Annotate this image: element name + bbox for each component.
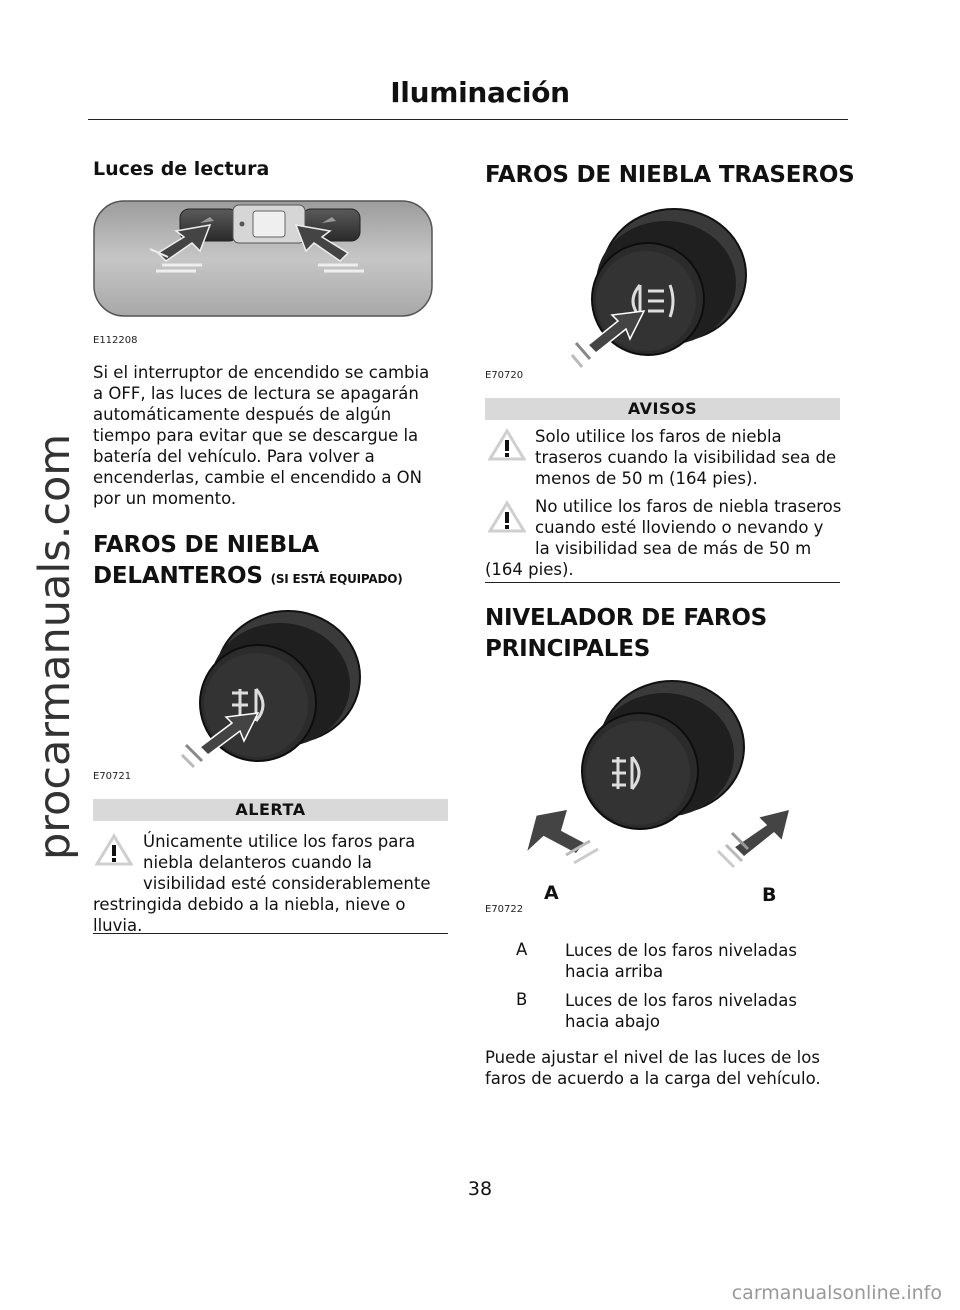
text-line: batería del vehículo. Para volver a (93, 447, 375, 466)
text-line: Puede ajustar el nivel de las luces de los (485, 1048, 820, 1067)
text-line: automáticamente después de algún (93, 405, 392, 424)
alert-text (93, 831, 453, 936)
text-line: hacia abajo (565, 1012, 660, 1031)
headlamp-leveler-figure (520, 675, 800, 910)
reading-lights-heading: Luces de lectura (93, 158, 270, 180)
text-line: faros de acuerdo a la carga del vehículo. (485, 1069, 821, 1088)
text-line: Si el interruptor de encendido se cambia (93, 363, 430, 382)
text-line: a OFF, las luces de lectura se apagarán (93, 384, 419, 403)
text-line: (164 pies). (485, 560, 574, 579)
legend-key-b: B (516, 990, 528, 1009)
heading-line: DELANTEROS (93, 563, 263, 589)
arrow-up-left-icon (526, 809, 598, 863)
reading-lights-text (93, 362, 453, 509)
rear-fog-heading: FAROS DE NIEBLA TRASEROS (485, 162, 855, 188)
text-line: No utilice los faros de niebla traseros (535, 497, 842, 516)
figure-code: E70720 (485, 370, 524, 381)
front-fog-switch-figure (180, 605, 370, 775)
heading-line: FAROS DE NIEBLA (93, 532, 320, 558)
page-title: Iluminación (390, 76, 570, 109)
warnings-title-bar: AVISOS (485, 398, 840, 420)
text-line: Solo utilice los faros de niebla (535, 427, 782, 446)
front-fog-heading (93, 530, 403, 595)
figure-label-a: A (544, 882, 559, 904)
figure-label-b: B (762, 884, 777, 906)
text-line: hacia arriba (565, 962, 664, 981)
legend-value-a (565, 940, 797, 982)
text-line: tiempo para evitar que se descargue la (93, 426, 419, 445)
reading-lights-figure (92, 195, 434, 323)
text-line: visibilidad esté considerablemente (143, 874, 431, 893)
header-divider (88, 119, 848, 120)
rear-fog-switch-figure (570, 205, 755, 375)
text-line: niebla delanteros cuando la (143, 853, 372, 872)
section-divider (93, 933, 448, 934)
warning-text-1 (485, 426, 845, 489)
figure-code: E70722 (485, 904, 524, 915)
equipment-tag: (SI ESTÁ EQUIPADO) (270, 572, 403, 586)
heading-line: NIVELADOR DE FAROS (485, 605, 768, 631)
text-line: por un momento. (93, 489, 237, 508)
text-line: restringida debido a la niebla, nieve o lluvia. (93, 895, 406, 935)
text-line: Luces de los faros niveladas (565, 991, 797, 1010)
text-line: menos de 50 m (164 pies). (535, 469, 758, 488)
section-divider (485, 582, 840, 583)
bottom-watermark: carmanualsonline.info (731, 1282, 942, 1304)
alert-title-bar: ALERTA (93, 799, 448, 821)
arrow-up-right-icon (718, 809, 790, 867)
side-watermark: procarmanuals.com (30, 433, 80, 860)
text-line: encenderlas, cambie el encendido a ON (93, 468, 423, 487)
text-line: cuando esté lloviendo o nevando y (535, 518, 824, 537)
text-line: Únicamente utilice los faros para (143, 832, 416, 851)
leveler-text (485, 1047, 845, 1089)
page-number: 38 (467, 1178, 493, 1200)
text-line: la visibilidad sea de más de 50 m (535, 539, 812, 558)
leveler-heading (485, 603, 767, 665)
text-line: Luces de los faros niveladas (565, 941, 797, 960)
figure-code: E112208 (93, 335, 138, 346)
text-line: traseros cuando la visibilidad sea de (535, 448, 837, 467)
figure-code: E70721 (93, 771, 132, 782)
heading-line: PRINCIPALES (485, 636, 651, 662)
warning-text-2 (485, 496, 845, 580)
legend-key-a: A (516, 940, 528, 959)
legend-value-b (565, 990, 797, 1032)
